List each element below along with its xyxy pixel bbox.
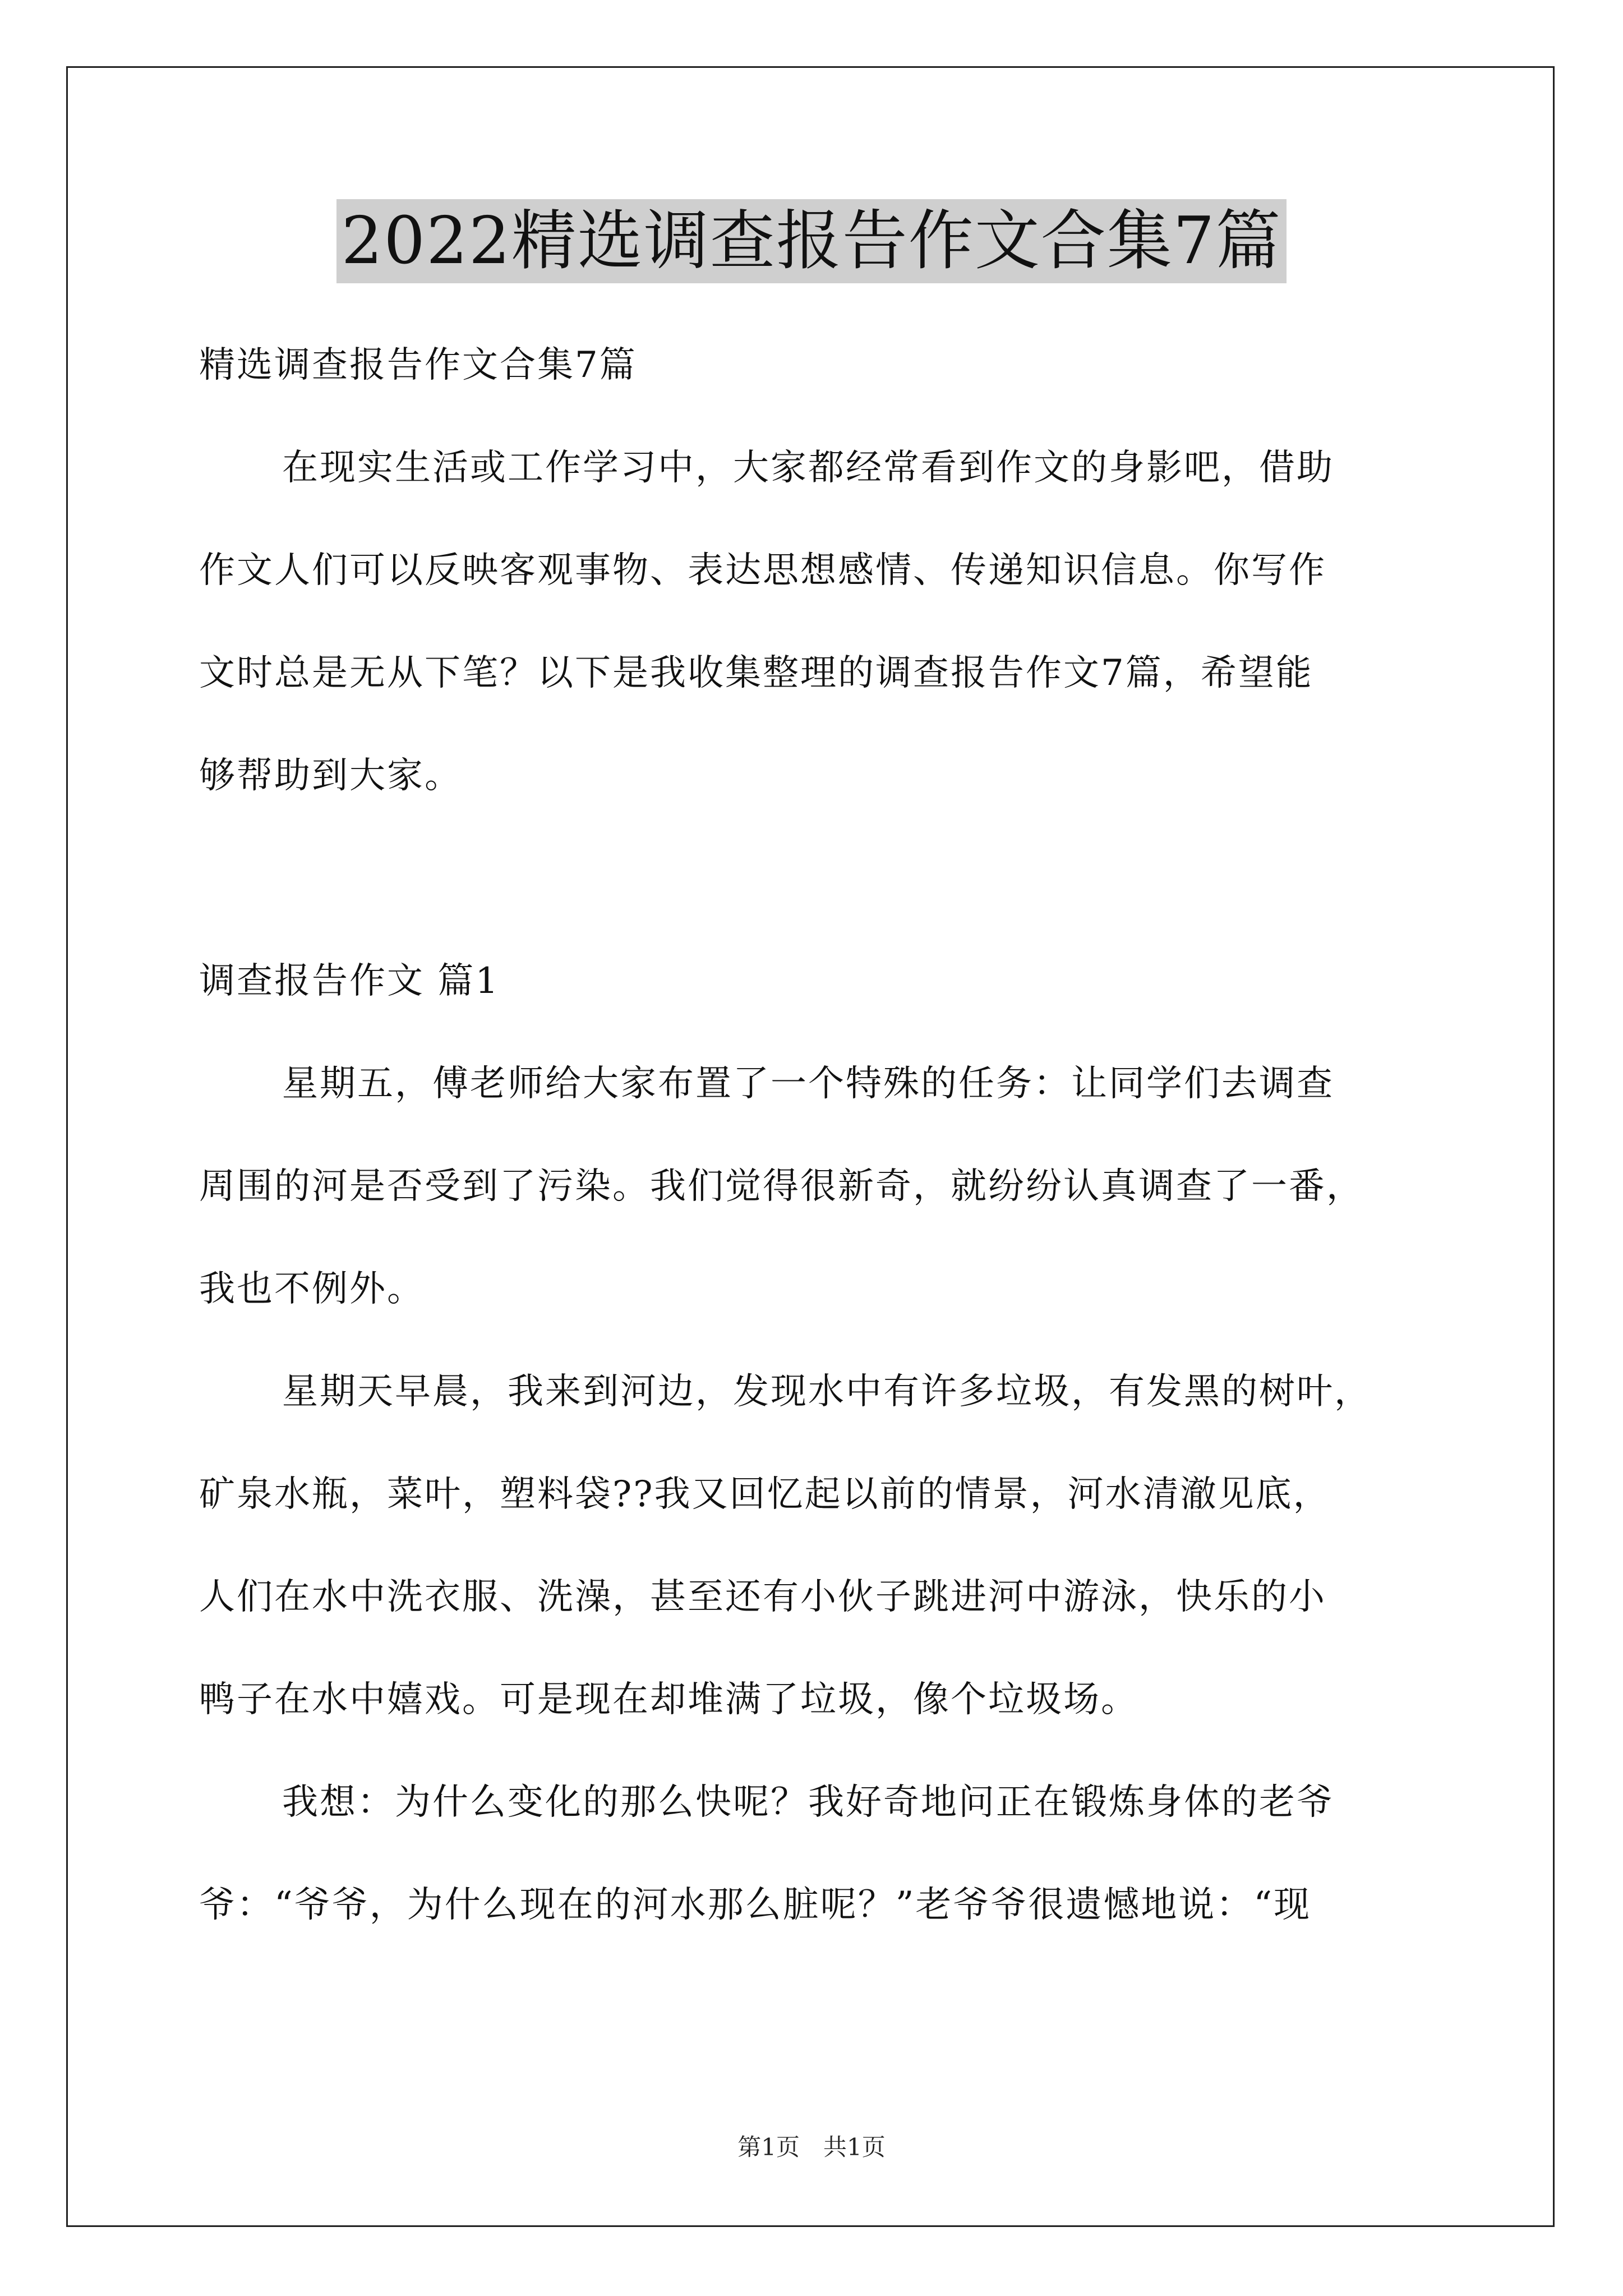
intro-line: 作文人们可以反映客观事物、表达思想感情、传递知识信息。你写作: [199, 550, 1326, 591]
spacer: [199, 827, 1450, 930]
paragraph-line: 我想：为什么变化的那么快呢？我好奇地问正在锻炼身体的老爷: [282, 1782, 1334, 1823]
paragraph-line: 星期天早晨，我来到河边，发现水中有许多垃圾，有发黑的树叶，: [282, 1371, 1372, 1412]
paragraph-line: 周围的河是否受到了污染。我们觉得很新奇，就纷纷认真调查了一番，: [199, 1166, 1364, 1207]
document-title: 2022精选调查报告作文合集7篇: [336, 199, 1286, 283]
paragraph-line: 鸭子在水中嬉戏。可是现在却堆满了垃圾，像个垃圾场。: [199, 1679, 1138, 1720]
page-footer: 第1页 共1页: [737, 2133, 886, 2161]
title-container: [0, 199, 1623, 283]
intro-line: 够帮助到大家。: [199, 755, 462, 797]
paragraph-line: 矿泉水瓶，菜叶，塑料袋??我又回忆起以前的情景，河水清澈见底，: [199, 1474, 1331, 1515]
intro-line: 文时总是无从下笔？以下是我收集整理的调查报告作文7篇，希望能: [199, 652, 1313, 694]
document-body: [199, 314, 1450, 1957]
section-heading: 调查报告作文 篇1: [199, 960, 500, 1002]
paragraph-line: 爷：“爷爷，为什么现在的河水那么脏呢？”老爷爷很遗憾地说：“现: [199, 1884, 1312, 1926]
paragraph-line: 星期五，傅老师给大家布置了一个特殊的任务：让同学们去调查: [282, 1063, 1334, 1105]
paragraph-line: 人们在水中洗衣服、洗澡，甚至还有小伙子跳进河中游泳，快乐的小: [199, 1576, 1326, 1618]
intro-line: 在现实生活或工作学习中，大家都经常看到作文的身影吧，借助: [282, 447, 1334, 489]
document-subtitle: 精选调查报告作文合集7篇: [199, 344, 637, 386]
paragraph-line: 我也不例外。: [199, 1268, 425, 1310]
